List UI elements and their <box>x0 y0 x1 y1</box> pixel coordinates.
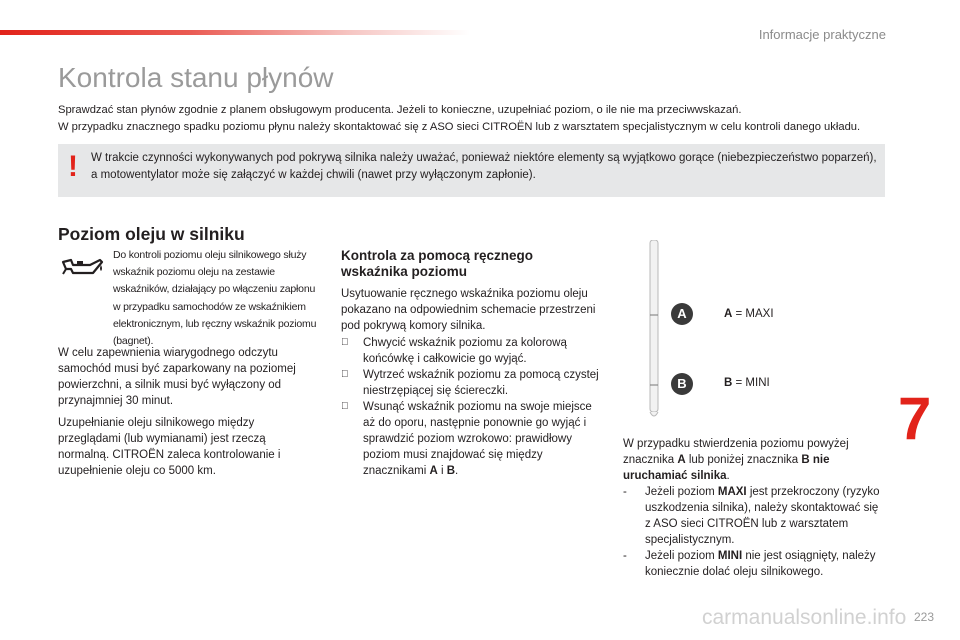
chapter-number: 7 <box>898 385 932 452</box>
list-item <box>341 399 601 479</box>
intro-text <box>58 102 898 136</box>
step-text: Chwycić wskaźnik poziomu za kolorową końcówkę i całkowicie go wyjąć. <box>363 337 567 365</box>
step-text: Wytrzeć wskaźnik poziomu za pomocą czystej niestrzępiącej się ściereczki. <box>363 369 599 397</box>
bullet-icon <box>341 367 349 383</box>
step-text: Wsunąć wskaźnik poziomu na swoje miejsce aż do oporu, następnie ponownie go wyjąć i sprawdzić poziom wzrokowo: prawidłowy poziom musi znajdować się między znacznikami A i B. <box>363 401 592 477</box>
header-accent-bar <box>0 30 470 35</box>
bullet-icon <box>341 335 349 351</box>
level-result-block <box>623 436 883 580</box>
dipstick-steps <box>341 335 601 479</box>
dipstick-heading: Kontrola za pomocą ręcznego wskaźnika poziomu <box>341 248 534 279</box>
level-result-paragraph: W przypadku stwierdzenia poziomu powyżej znacznika A lub poniżej znacznika B nie uruchamiać silnika. <box>623 438 849 482</box>
marker-b-icon: B <box>671 373 693 395</box>
oil-can-icon <box>60 256 104 282</box>
warning-text: W trakcie czynności wykonywanych pod pokrywą silnika należy uważać, ponieważ niektóre elementy są wyjątkowo gorące (niebezpieczeństwo poparzeń), a motowentylator może się załączyć w każdej chwili (nawet przy wyłączonym zapłonie). <box>91 152 877 181</box>
list-item <box>341 367 601 399</box>
oil-level-description: Do kontroli poziomu oleju silnikowego służy wskaźnik poziomu oleju na zestawie wskaźników, działający po włączeniu zapłonu w przypadku samochodów ze wskaźnikiem elektronicznym, lub ręczny wskaźnik poziomu (bagnet). <box>113 249 317 348</box>
level-result-list <box>623 484 883 580</box>
dipstick-illustration <box>647 240 661 420</box>
bullet-icon <box>341 399 349 415</box>
marker-a-icon: A <box>671 303 693 325</box>
list-item <box>341 335 601 367</box>
dipstick-intro: Usytuowanie ręcznego wskaźnika poziomu oleju pokazano na odpowiednim schemacie przestrzeni pod pokrywą komory silnika. <box>341 288 596 332</box>
warning-box <box>58 144 885 197</box>
intro-line-2: W przypadku znacznego spadku poziomu płynu należy skontaktować się z ASO sieci CITROËN lub z warsztatem specjalistycznym w celu kontroli danego układu. <box>58 121 861 133</box>
list-item: - Jeżeli poziom MAXI jest przekroczony (ryzyko uszkodzenia silnika), należy skontaktować się z ASO sieci CITROËN lub z warsztatem specjalistycznym. <box>623 486 880 546</box>
section-header: Informacje praktyczne <box>758 27 886 42</box>
marker-a-label: A = MAXI <box>724 308 774 320</box>
page-title: Kontrola stanu płynów <box>58 62 334 93</box>
level-conditions-paragraph: W celu zapewnienia wiarygodnego odczytu samochód musi być zaparkowany na poziomej powierzchni, a silnik musi być wyłączony od przynajmniej 30 minut. <box>58 347 296 407</box>
intro-line-1: Sprawdzać stan płynów zgodnie z planem obsługowym producenta. Jeżeli to konieczne, uzupełniać poziom, o ile nie ma przeciwwskazań. <box>58 104 742 116</box>
page-number: 223 <box>914 610 935 624</box>
refill-paragraph: Uzupełnianie oleju silnikowego między przeglądami (lub wymianami) jest rzeczą normalną. CITROËN zaleca kontrolowanie i uzupełnienie oleju co 5000 km. <box>58 417 281 477</box>
marker-b-label: B = MINI <box>724 377 770 389</box>
list-item: - Jeżeli poziom MINI nie jest osiągnięty, należy koniecznie dolać oleju silnikowego. <box>623 550 876 578</box>
watermark: carmanualsonline.info <box>702 606 907 629</box>
warning-icon: ! <box>68 150 78 183</box>
engine-oil-heading: Poziom oleju w silniku <box>58 224 245 244</box>
